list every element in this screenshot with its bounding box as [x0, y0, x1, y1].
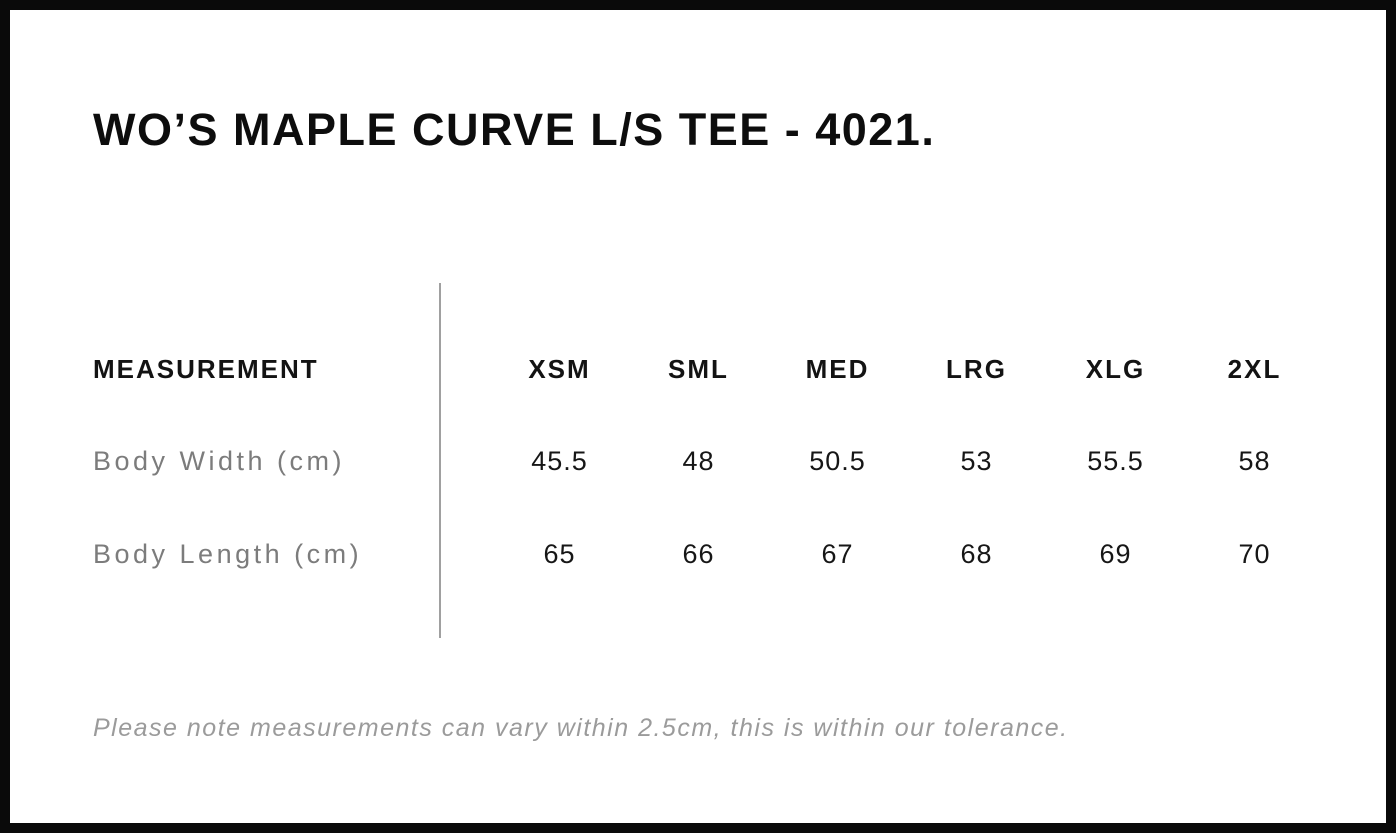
column-header-2xl: 2XL: [1227, 353, 1282, 384]
column-header-sml: SML: [668, 353, 729, 384]
body-length-med: 67: [821, 538, 854, 569]
body-length-sml: 66: [682, 538, 715, 569]
column-header-measurement: MEASUREMENT: [93, 353, 319, 384]
row-label-body-width: Body Width (cm): [93, 446, 346, 477]
body-width-med: 50.5: [809, 446, 866, 477]
column-header-xsm: XSM: [528, 353, 591, 384]
body-width-xsm: 45.5: [531, 446, 588, 477]
body-width-lrg: 53: [960, 446, 993, 477]
body-width-xlg: 55.5: [1087, 446, 1144, 477]
body-length-xlg: 69: [1099, 538, 1132, 569]
column-header-xlg: XLG: [1085, 353, 1146, 384]
row-label-body-length: Body Length (cm): [93, 538, 363, 569]
column-header-med: MED: [805, 353, 870, 384]
tolerance-note: Please note measurements can vary within 2.5cm, this is within our tolerance.: [93, 714, 1069, 742]
body-length-lrg: 68: [960, 538, 993, 569]
body-length-2xl: 70: [1238, 538, 1271, 569]
body-length-xsm: 65: [543, 538, 576, 569]
page-title: WO’S MAPLE CURVE L/S TEE - 4021.: [93, 104, 936, 155]
body-width-2xl: 58: [1238, 446, 1271, 477]
body-width-sml: 48: [682, 446, 715, 477]
column-header-lrg: LRG: [946, 353, 1007, 384]
size-table: [93, 323, 1324, 601]
